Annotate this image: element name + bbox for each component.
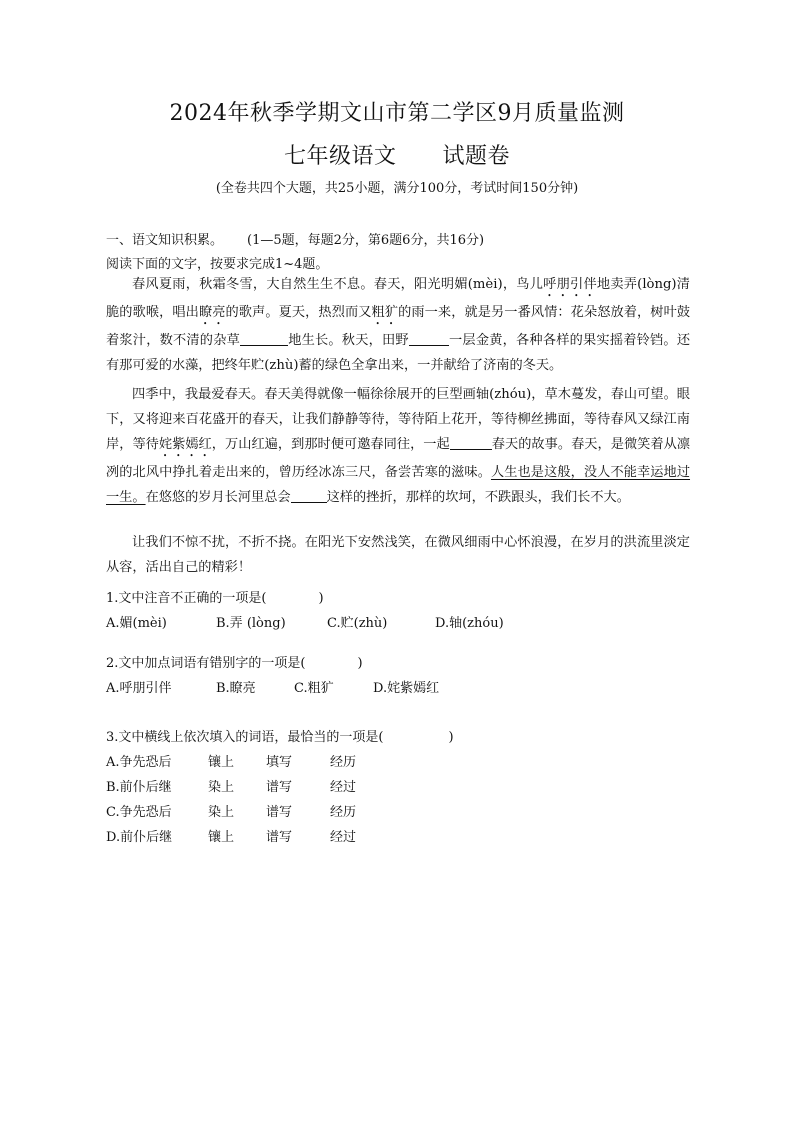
option-2c[interactable]: C.粗犷 [294, 681, 334, 696]
section-heading [106, 232, 688, 250]
option-2d[interactable]: D.姹紫嫣红 [373, 681, 440, 696]
question-3-option-b[interactable]: B.前仆后继 染上 谱写 经过 [106, 780, 357, 795]
option-2b[interactable]: B.瞭亮 [216, 681, 256, 696]
dotted-word-cuguang: 粗犷 [371, 305, 399, 320]
passage-paragraph-3: 让我们不惊不扰，不折不挠。在阳光下安然浅笑，在微风细雨中心怀浪漫，在岁月的洪流里淡定从容，活出自己的精彩！ [106, 535, 690, 575]
underlined-sentence: 人生也是这般，没人不能幸运地过一生。 [106, 465, 691, 505]
exam-title: 2024年秋季学期文山市第二学区9月质量监测 [169, 101, 625, 126]
dotted-word-liaoliang: 瞭亮 [198, 305, 226, 320]
question-3-option-d[interactable]: D.前仆后继 镶上 谱写 经过 [106, 830, 357, 845]
option-2a[interactable]: A.呼朋引伴 [106, 681, 172, 696]
question-2-options [106, 680, 688, 698]
exam-note: (全卷共四个大题，共25小题，满分100分，考试时间150分钟) [215, 181, 579, 196]
section-title: 一、语文知识积累。 [106, 233, 224, 248]
option-1d[interactable]: D.轴(zhóu) [435, 616, 504, 631]
option-1c[interactable]: C.贮(zhù) [327, 616, 388, 631]
option-1a[interactable]: A.媚(mèi) [106, 616, 167, 631]
passage-paragraph-1: 春风夏雨，秋霜冬雪，大自然生生不息。春天，阳光明媚(mèi)，鸟儿呼朋引伴地卖弄(lòng)清脆的歌喉，唱出瞭亮的歌声。夏天，热烈而又粗犷的雨一来，就是另一番风情：花朵怒放着，树叶鼓着浆汁，数不清的杂草 地生长。秋天，田野 一层金黄，各种各样的果实摇着铃铛。还有那可爱的水藻，把终年贮(zhù)蓄的绿色全拿出来，一并献给了济南的冬天。 [106, 277, 691, 373]
question-3-option-c[interactable]: C.争先恐后 染上 谱写 经历 [106, 805, 357, 820]
dotted-word-hupengyinban: 呼朋引伴 [543, 277, 597, 292]
question-1-stem: 1.文中注音不正确的一项是( ) [106, 591, 324, 606]
subtitle-paper: 试题卷 [442, 144, 511, 169]
question-1-options [106, 615, 688, 633]
question-3-stem: 3.文中横线上依次填入的词语，最恰当的一项是( ) [106, 730, 454, 745]
dotted-word-chaziyanhong: 姹紫嫣红 [158, 437, 212, 452]
subtitle-grade: 七年级语文 [283, 144, 397, 169]
passage-paragraph-2: 四季中，我最爱春天。春天美得就像一幅徐徐展开的巨型画轴(zhóu)，草木蔓发，春山可望。眼下，又将迎来百花盛开的春天，让我们静静等待，等待陌上花开，等待柳丝拂面，等待春风又绿江南岸，等待姹紫嫣红，万山红遍，到那时便可邀春同往，一起 春天的故事。春天，是微笑着从凛冽的北风中挣扎着走出来的，曾历经冰冻三尺，备尝苦寒的滋味。人生也是这般，没人不能幸运地过一生。在悠悠的岁月长河里总会 这样的挫折，那样的坎坷，不跌跟头，我们长不大。 [106, 387, 691, 505]
exam-subtitle [0, 143, 794, 171]
question-3-option-a[interactable]: A.争先恐后 镶上 填写 经历 [106, 755, 357, 770]
option-1b[interactable]: B.弄 (lòng) [216, 616, 286, 631]
section-scoring: (1—5题，每题2分，第6题6分，共16分) [247, 233, 485, 248]
section-instruction: 阅读下面的文字，按要求完成1~4题。 [106, 257, 329, 272]
fill-blank-2[interactable] [409, 331, 449, 346]
fill-blank-1[interactable] [240, 331, 288, 346]
fill-blank-3[interactable] [450, 435, 492, 450]
question-2-stem: 2.文中加点词语有错别字的一项是( ) [106, 656, 363, 671]
fill-blank-4[interactable] [291, 488, 327, 503]
